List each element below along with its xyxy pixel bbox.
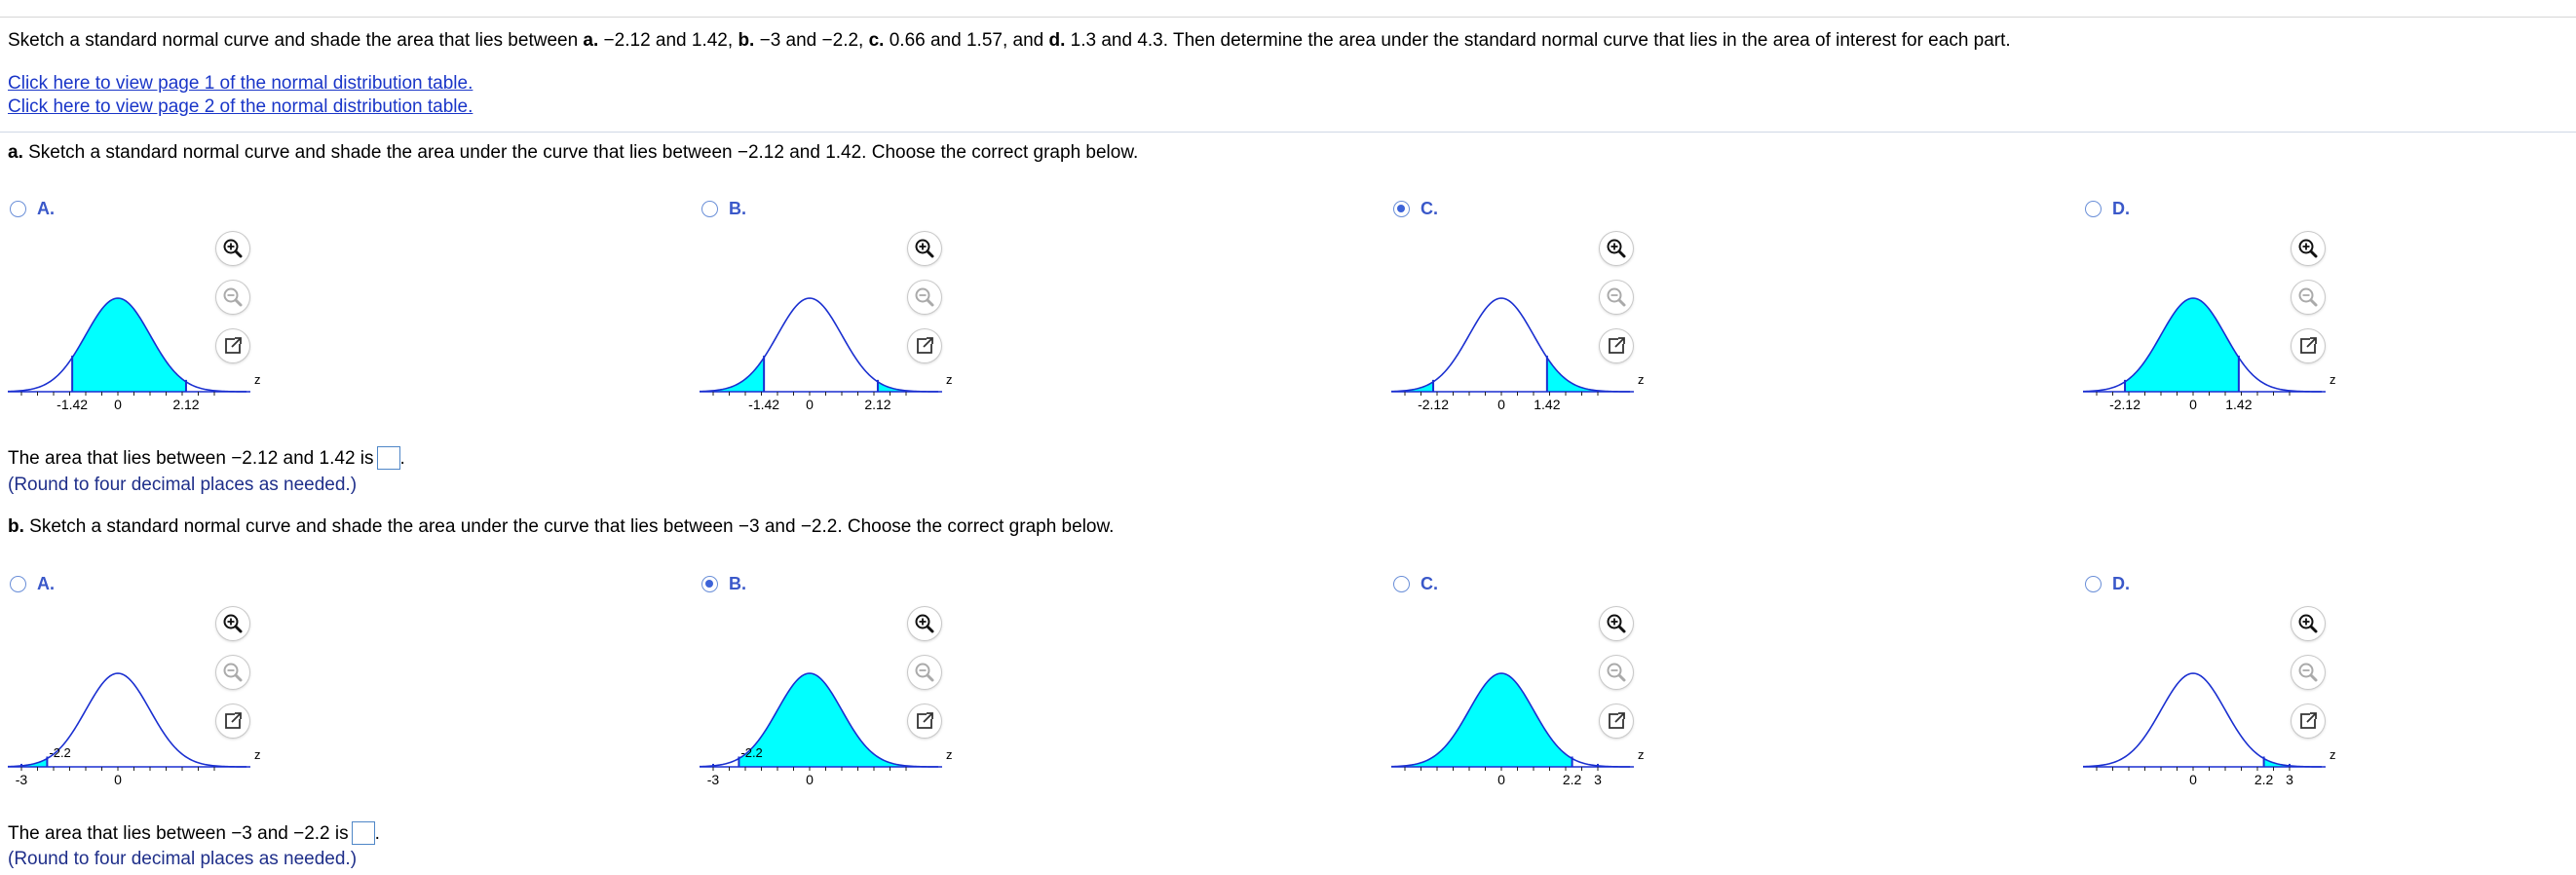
prompt-part-c: c. — [868, 30, 885, 51]
option-letter: A. — [37, 199, 55, 218]
zoom-out-icon — [1600, 281, 1633, 314]
zoom-out-icon — [216, 281, 249, 314]
external-link-button[interactable] — [1600, 329, 1633, 362]
axis-label: z — [946, 372, 953, 387]
option-letter: C. — [1421, 199, 1438, 218]
section-divider — [0, 132, 2576, 133]
option-radio[interactable] — [701, 576, 718, 592]
tick-label: -3 — [15, 772, 28, 787]
zoom-out-button[interactable] — [1600, 281, 1633, 314]
zoom-in-icon — [216, 232, 249, 265]
option-b-2[interactable] — [1391, 574, 1810, 798]
tick-label: 3 — [1594, 772, 1602, 787]
axis-label: z — [254, 747, 261, 762]
zoom-in-button[interactable] — [908, 232, 941, 265]
option-radio[interactable] — [1393, 576, 1410, 592]
zoom-out-button[interactable] — [908, 281, 941, 314]
tick-label: 2.2 — [2254, 772, 2274, 787]
axis-label: z — [2330, 372, 2336, 387]
tick-label: -2.12 — [1418, 397, 1450, 412]
tick-label: 1.42 — [1534, 397, 1561, 412]
part-a-round-note: (Round to four decimal places as needed.) — [8, 475, 358, 495]
external-link-button[interactable] — [908, 704, 941, 738]
part-a-answer-line: The area that lies between −2.12 and 1.42 is . — [8, 448, 405, 469]
table-page-1-link[interactable]: Click here to view page 1 of the normal distribution table. — [8, 73, 474, 94]
normal-curve — [2083, 673, 2322, 767]
zoom-out-icon — [2292, 656, 2325, 689]
zoom-out-button[interactable] — [2292, 281, 2325, 314]
problem-statement — [8, 30, 2011, 52]
zoom-in-icon — [2292, 607, 2325, 640]
tick-label: -2.12 — [2109, 397, 2141, 412]
option-b-0[interactable] — [8, 574, 427, 798]
tick-label: 0 — [1497, 397, 1505, 412]
tick-label: 3 — [2286, 772, 2293, 787]
inner-tick-label: -2.2 — [49, 745, 71, 760]
zoom-in-button[interactable] — [2292, 607, 2325, 640]
part-b-label: b. — [8, 516, 24, 537]
prompt-text: Sketch a standard normal curve and shade the area that lies between — [8, 30, 584, 51]
tick-label: -1.42 — [748, 397, 780, 412]
option-radio[interactable] — [10, 201, 26, 217]
zoom-in-icon — [216, 607, 249, 640]
tick-label: 0 — [1497, 772, 1505, 787]
tick-label: 0 — [114, 397, 122, 412]
zoom-in-button[interactable] — [908, 607, 941, 640]
option-a-1[interactable] — [700, 199, 1118, 423]
axis-label: z — [1638, 372, 1645, 387]
zoom-in-icon — [908, 232, 941, 265]
prompt-text: 0.66 and 1.57, and — [884, 30, 1049, 51]
external-link-button[interactable] — [216, 704, 249, 738]
option-letter: A. — [37, 574, 55, 593]
option-radio[interactable] — [1393, 201, 1410, 217]
zoom-out-icon — [908, 281, 941, 314]
tick-label: 2.2 — [1562, 772, 1582, 787]
axis-label: z — [254, 372, 261, 387]
tick-label: -3 — [706, 772, 720, 787]
option-radio[interactable] — [2085, 201, 2102, 217]
external-link-icon — [1600, 704, 1633, 738]
zoom-in-icon — [2292, 232, 2325, 265]
external-link-icon — [908, 329, 941, 362]
option-a-3[interactable] — [2083, 199, 2502, 423]
prompt-text: 1.3 and 4.3. Then determine the area under the standard normal curve that lies in the area of interest for each part. — [1065, 30, 2011, 51]
option-a-2[interactable] — [1391, 199, 1810, 423]
option-radio[interactable] — [2085, 576, 2102, 592]
option-letter: D. — [2112, 199, 2130, 218]
part-b-answer-line: The area that lies between −3 and −2.2 is . — [8, 823, 380, 844]
tick-label: -1.42 — [57, 397, 89, 412]
zoom-out-button[interactable] — [216, 656, 249, 689]
top-divider — [0, 17, 2576, 18]
prompt-part-d: d. — [1048, 30, 1066, 51]
part-a-label: a. — [8, 142, 23, 163]
zoom-in-button[interactable] — [216, 232, 249, 265]
part-a-question — [8, 142, 1138, 164]
option-letter: B. — [729, 199, 746, 218]
shaded-area — [2125, 298, 2239, 392]
table-page-2-link[interactable]: Click here to view page 2 of the normal distribution table. — [8, 96, 474, 117]
part-a-answer-text: The area that lies between −2.12 and 1.42 is — [8, 448, 374, 469]
external-link-button[interactable] — [908, 329, 941, 362]
external-link-button[interactable] — [2292, 704, 2325, 738]
axis-label: z — [2330, 747, 2336, 762]
part-a-answer-input[interactable] — [377, 446, 400, 470]
tick-label: 0 — [2189, 397, 2197, 412]
tick-label: 0 — [114, 772, 122, 787]
option-a-0[interactable] — [8, 199, 427, 423]
option-b-3[interactable] — [2083, 574, 2502, 798]
axis-label: z — [946, 747, 953, 762]
zoom-out-button[interactable] — [1600, 656, 1633, 689]
external-link-icon — [216, 329, 249, 362]
zoom-in-button[interactable] — [216, 607, 249, 640]
inner-tick-label: -2.2 — [740, 745, 763, 760]
zoom-out-icon — [216, 656, 249, 689]
option-letter: C. — [1421, 574, 1438, 593]
part-b-question — [8, 516, 1114, 538]
zoom-in-button[interactable] — [1600, 232, 1633, 265]
external-link-button[interactable] — [2292, 329, 2325, 362]
prompt-text: −3 and −2.2, — [754, 30, 869, 51]
option-b-1[interactable] — [700, 574, 1118, 798]
prompt-part-b: b. — [738, 30, 755, 51]
normal-curve — [700, 298, 938, 392]
zoom-in-icon — [1600, 232, 1633, 265]
tick-label: 0 — [2189, 772, 2197, 787]
external-link-icon — [908, 704, 941, 738]
zoom-out-icon — [1600, 656, 1633, 689]
zoom-out-icon — [908, 656, 941, 689]
tick-label: 1.42 — [2225, 397, 2253, 412]
zoom-out-button[interactable] — [2292, 656, 2325, 689]
option-letter: D. — [2112, 574, 2130, 593]
prompt-part-a: a. — [583, 30, 599, 51]
zoom-in-icon — [908, 607, 941, 640]
option-radio[interactable] — [10, 576, 26, 592]
part-a-question-text: Sketch a standard normal curve and shade the area under the curve that lies between −2.12 and 1.42. Choose the correct graph below. — [22, 142, 1139, 163]
part-b-answer-input[interactable] — [352, 821, 375, 845]
zoom-out-icon — [2292, 281, 2325, 314]
prompt-text: −2.12 and 1.42, — [598, 30, 739, 51]
part-b-answer-text: The area that lies between −3 and −2.2 is — [8, 823, 349, 844]
external-link-icon — [2292, 329, 2325, 362]
part-b-question-text: Sketch a standard normal curve and shade the area under the curve that lies between −3 and −2.2. Choose the correct graph below. — [23, 516, 1115, 537]
external-link-icon — [2292, 704, 2325, 738]
external-link-button[interactable] — [1600, 704, 1633, 738]
option-letter: B. — [729, 574, 746, 593]
external-link-icon — [216, 704, 249, 738]
normal-curve — [8, 673, 246, 767]
tick-label: 2.12 — [864, 397, 891, 412]
zoom-out-button[interactable] — [908, 656, 941, 689]
external-link-icon — [1600, 329, 1633, 362]
axis-label: z — [1638, 747, 1645, 762]
shaded-area — [1391, 673, 1572, 767]
normal-curve — [1391, 298, 1630, 392]
zoom-in-icon — [1600, 607, 1633, 640]
option-radio[interactable] — [701, 201, 718, 217]
tick-label: 0 — [806, 772, 814, 787]
shaded-area — [72, 298, 186, 392]
tick-label: 0 — [806, 397, 814, 412]
tick-label: 2.12 — [172, 397, 200, 412]
part-b-round-note: (Round to four decimal places as needed.) — [8, 849, 358, 869]
zoom-in-button[interactable] — [2292, 232, 2325, 265]
zoom-in-button[interactable] — [1600, 607, 1633, 640]
zoom-out-button[interactable] — [216, 281, 249, 314]
shaded-area — [1547, 358, 1630, 392]
external-link-button[interactable] — [216, 329, 249, 362]
